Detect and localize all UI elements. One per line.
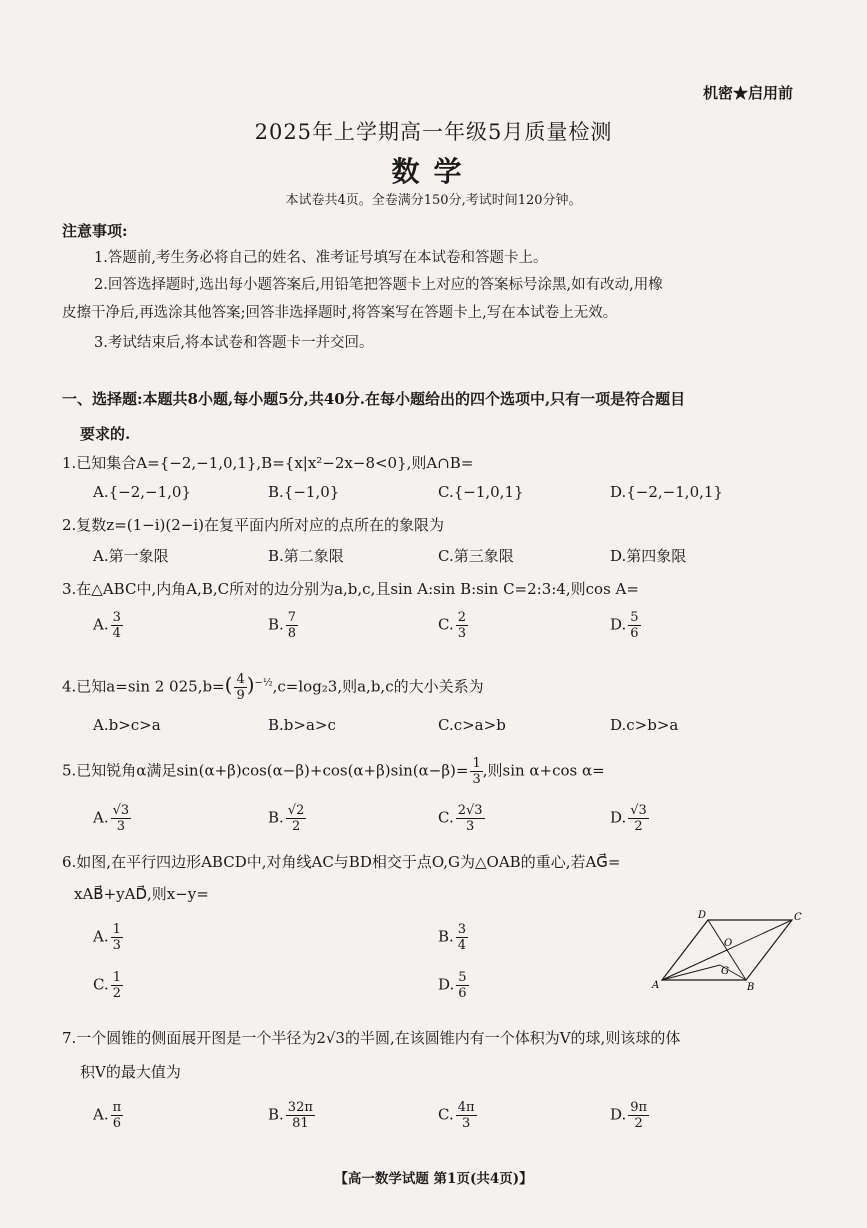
section-heading: 一、选择题:本题共8小题,每小题5分,共40分.在每小题给出的四个选项中,只有一项是符合题目 [62,390,686,408]
q2-stem: 2.复数z=(1−i)(2−i)在复平面内所对应的点所在的象限为 [62,516,445,534]
q7-stem-cont: 积V的最大值为 [80,1063,181,1081]
q5-option-d: D. $\frac{√3}{2}$ [610,803,647,834]
fig-label-d: D [698,910,707,921]
q4-option-c: C.c>a>b [438,716,506,734]
q6-option-b: B. $\frac{3}{4}$ [438,922,467,953]
fig-label-c: C [794,912,802,923]
q1-stem: 1.已知集合A={−2,−1,0,1},B={x|x²−2x−8<0},则A∩B= [62,454,474,472]
q7-stem: 7.一个圆锥的侧面展开图是一个半径为2√3的半圆,在该圆锥内有一个体积为V的球,则该球的体 [62,1029,681,1047]
q1-option-c: C.{−1,0,1} [438,483,524,501]
q1-option-d: D.{−2,−1,0,1} [610,483,723,501]
q7-option-c: C. $\frac{4\pi}{3}$ [438,1100,475,1131]
q3-option-b: B. $\frac{7}{8}$ [268,610,297,641]
q3-option-c: C. $\frac{2}{3}$ [438,610,466,641]
q4-option-a: A.b>c>a [93,716,161,734]
page-footer: 【高一数学试题 第1页(共4页)】 [334,1171,533,1187]
fig-label-b: B [747,982,755,992]
notice-item-2: 2.回答选择题时,选出每小题答案后,用铅笔把答题卡上对应的答案标号涂黑,如有改动,用橡 [94,277,663,293]
q2-option-b: B.第二象限 [268,547,344,565]
parallelogram-figure [650,908,810,992]
q6-stem: 6.如图,在平行四边形ABCD中,对角线AC与BD相交于点O,G为△OAB的重心,若AG⃗= [62,853,621,871]
q6-option-a: A. $\frac{1}{3}$ [93,922,121,953]
q5-option-a: A. $\frac{√3}{3}$ [93,803,130,834]
q2-option-d: D.第四象限 [610,547,687,565]
q4-stem: 4.已知a=sin 2 025,b=( $\frac{4}{9}$ )$^{-\frac{1}{2}}$,c=log₂3,则a,b,c的大小关系为 [62,672,484,703]
q5-option-b: B. $\frac{√2}{2}$ [268,803,305,834]
fig-label-a: A [652,980,660,991]
q5-option-c: C. $\frac{2√3}{3}$ [438,803,483,834]
q3-option-d: D. $\frac{5}{6}$ [610,610,639,641]
q3-option-a: A. $\frac{3}{4}$ [93,610,121,641]
q1-option-b: B.{−1,0} [268,483,340,501]
q4-option-d: D.c>b>a [610,716,679,734]
confidential-mark: 机密★启用前 [702,84,793,102]
q2-option-a: A.第一象限 [93,547,169,565]
q2-option-c: C.第三象限 [438,547,514,565]
q6-option-c: C. $\frac{1}{2}$ [93,970,121,1001]
subject-title: 数学 [391,155,476,188]
q3-stem: 3.在△ABC中,内角A,B,C所对的边分别为a,b,c,且sin A:sin B:sin C=2:3:4,则cos A= [62,580,639,598]
notice-item-3: 3.考试结束后,将本试卷和答题卡一并交回。 [94,335,374,351]
fig-label-g: G [721,966,729,977]
q7-option-a: A. $\frac{\pi}{6}$ [93,1100,122,1131]
q6-option-d: D. $\frac{5}{6}$ [438,970,467,1001]
notice-item-1: 1.答题前,考生务必将自己的姓名、准考证号填写在本试卷和答题卡上。 [94,250,548,266]
q6-stem-cont: xAB⃗+yAD⃗,则x−y= [74,885,209,903]
exam-info: 本试卷共4页。全卷满分150分,考试时间120分钟。 [285,193,582,208]
notice-heading: 注意事项: [62,222,128,240]
q7-option-b: B. $\frac{32\pi}{81}$ [268,1100,313,1131]
notice-item-2-cont: 皮擦干净后,再选涂其他答案;回答非选择题时,将答案写在答题卡上,写在本试卷上无效。 [62,305,618,321]
q5-stem: 5.已知锐角α满足sin(α+β)cos(α−β)+cos(α+β)sin(α−β)= $\frac{1}{3}$ ,则sin α+cos α= [62,756,605,787]
q7-option-d: D. $\frac{9\pi}{2}$ [610,1100,648,1131]
fig-label-o: O [724,938,733,949]
exam-title: 2025年上学期高一年级5月质量检测 [254,120,613,144]
q4-option-b: B.b>a>c [268,716,336,734]
section-heading-cont: 要求的. [80,425,131,443]
q1-option-a: A.{−2,−1,0} [93,483,191,501]
